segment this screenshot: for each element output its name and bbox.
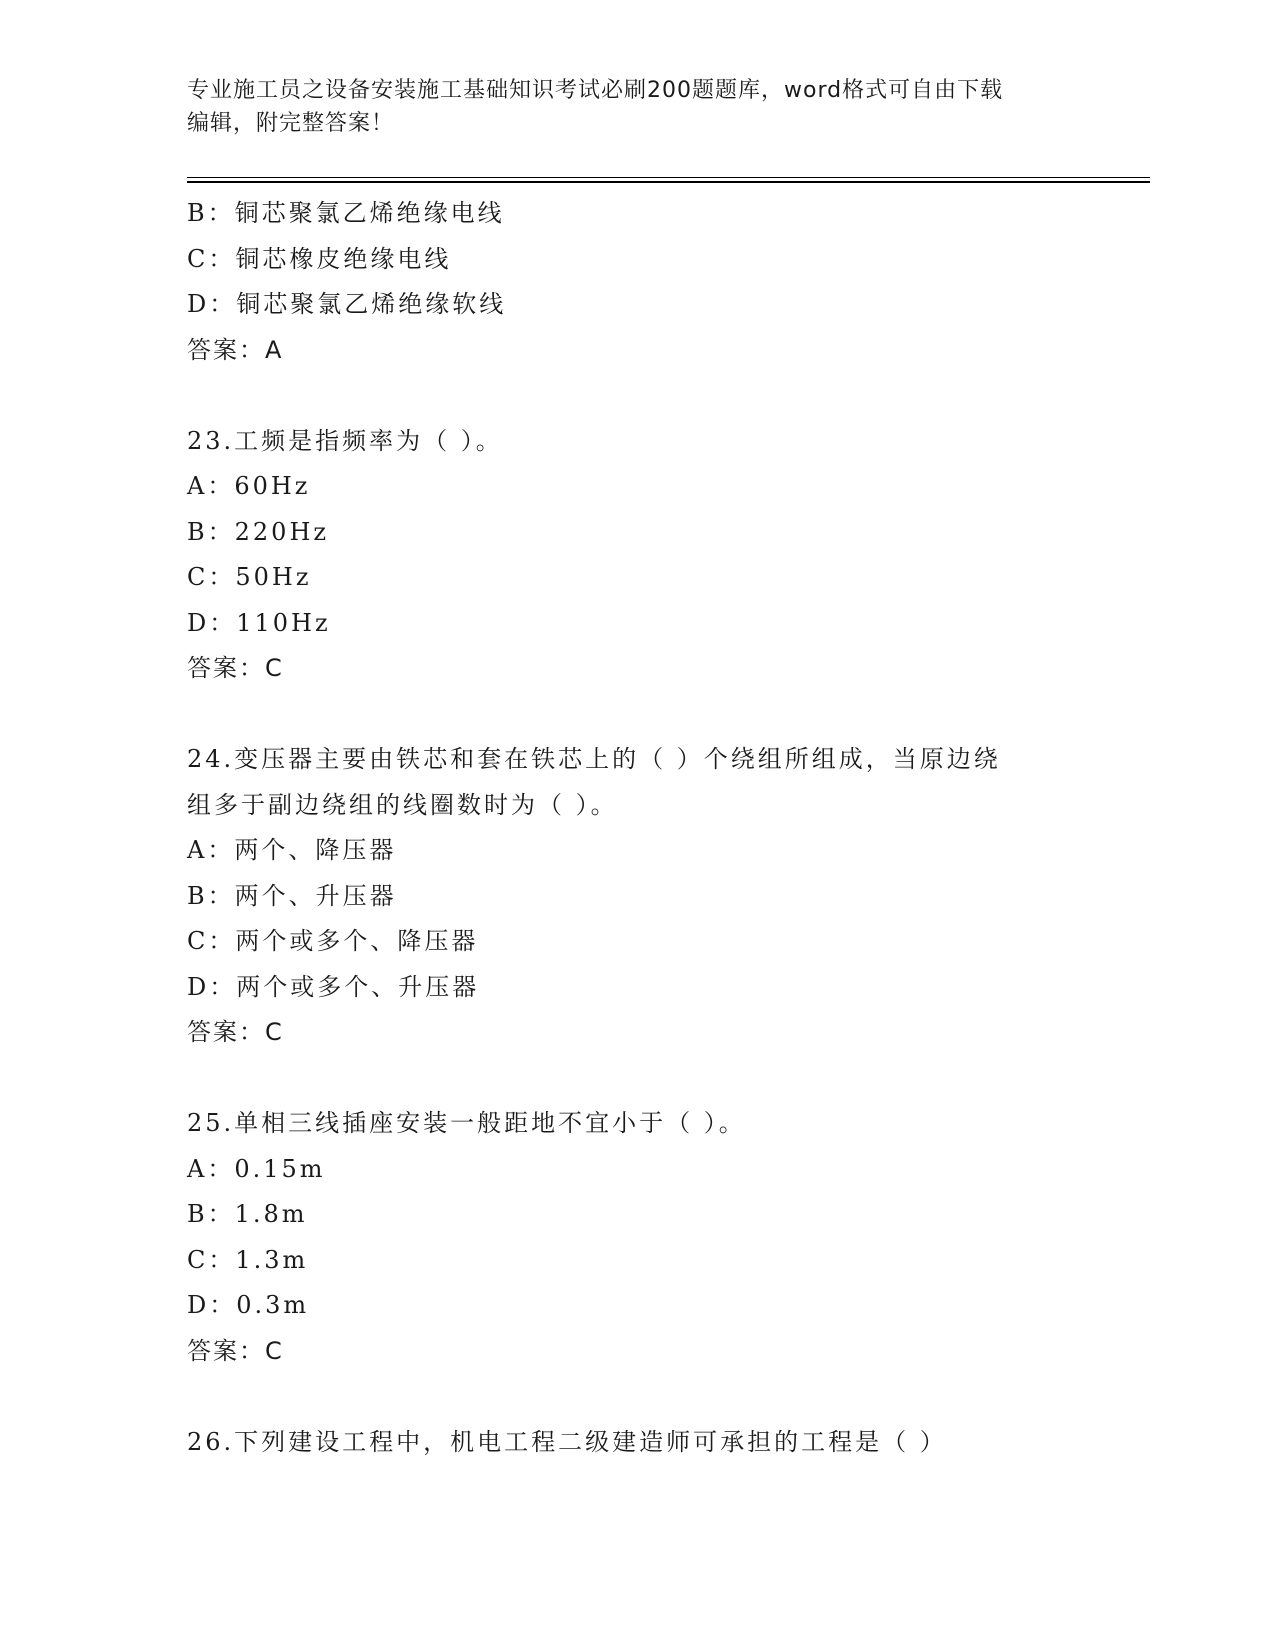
header-line-1: 专业施工员之设备安装施工基础知识考试必刷200题题库，word格式可自由下载	[187, 78, 1004, 103]
answer-line: 答案：A	[187, 335, 284, 364]
option-d: D：0.3m	[187, 1291, 310, 1319]
header-divider-thick	[187, 181, 1150, 183]
answer-line: 答案：C	[187, 1336, 284, 1365]
question-block-26	[187, 1420, 1067, 1466]
spacer	[187, 692, 1067, 738]
option-c: C：铜芯橡皮绝缘电线	[187, 244, 452, 273]
option-c: C：1.3m	[187, 1245, 309, 1274]
option-b: B：1.8m	[187, 1200, 308, 1228]
option-a: A：60Hz	[187, 472, 311, 500]
option-d: D：铜芯聚氯乙烯绝缘软线	[187, 290, 507, 318]
option-c: C：50Hz	[187, 563, 312, 591]
question-content	[187, 191, 1067, 1465]
option-d: D：110Hz	[187, 608, 331, 637]
spacer	[187, 1374, 1067, 1420]
option-b: B：铜芯聚氯乙烯绝缘电线	[187, 199, 505, 227]
header-divider-thin	[187, 177, 1150, 178]
question-block-25	[187, 1101, 1067, 1374]
question-stem: 24.变压器主要由铁芯和套在铁芯上的（ ）个绕组所组成，当原边绕	[187, 745, 1001, 773]
option-b: B：220Hz	[187, 517, 330, 546]
prev-question-block	[187, 191, 1067, 373]
spacer	[187, 1056, 1067, 1102]
document-header	[187, 74, 1067, 140]
question-stem-continued: 组多于副边绕组的线圈数时为（ ）。	[187, 790, 618, 819]
spacer	[187, 373, 1067, 419]
question-stem: 26.下列建设工程中，机电工程二级建造师可承担的工程是（ ）	[187, 1427, 947, 1456]
answer-line: 答案：C	[187, 654, 284, 682]
answer-line: 答案：C	[187, 1018, 284, 1046]
option-d: D：两个或多个、升压器	[187, 972, 480, 1001]
question-stem: 25.单相三线插座安装一般距地不宜小于（ ）。	[187, 1109, 746, 1137]
option-b: B：两个、升压器	[187, 881, 397, 910]
question-block-24	[187, 737, 1067, 1056]
header-line-2: 编辑，附完整答案！	[187, 111, 395, 136]
question-block-23	[187, 419, 1067, 692]
option-a: A：两个、降压器	[187, 836, 397, 864]
option-a: A：0.15m	[187, 1154, 326, 1183]
option-c: C：两个或多个、降压器	[187, 927, 479, 955]
question-stem: 23.工频是指频率为（ ）。	[187, 426, 503, 455]
